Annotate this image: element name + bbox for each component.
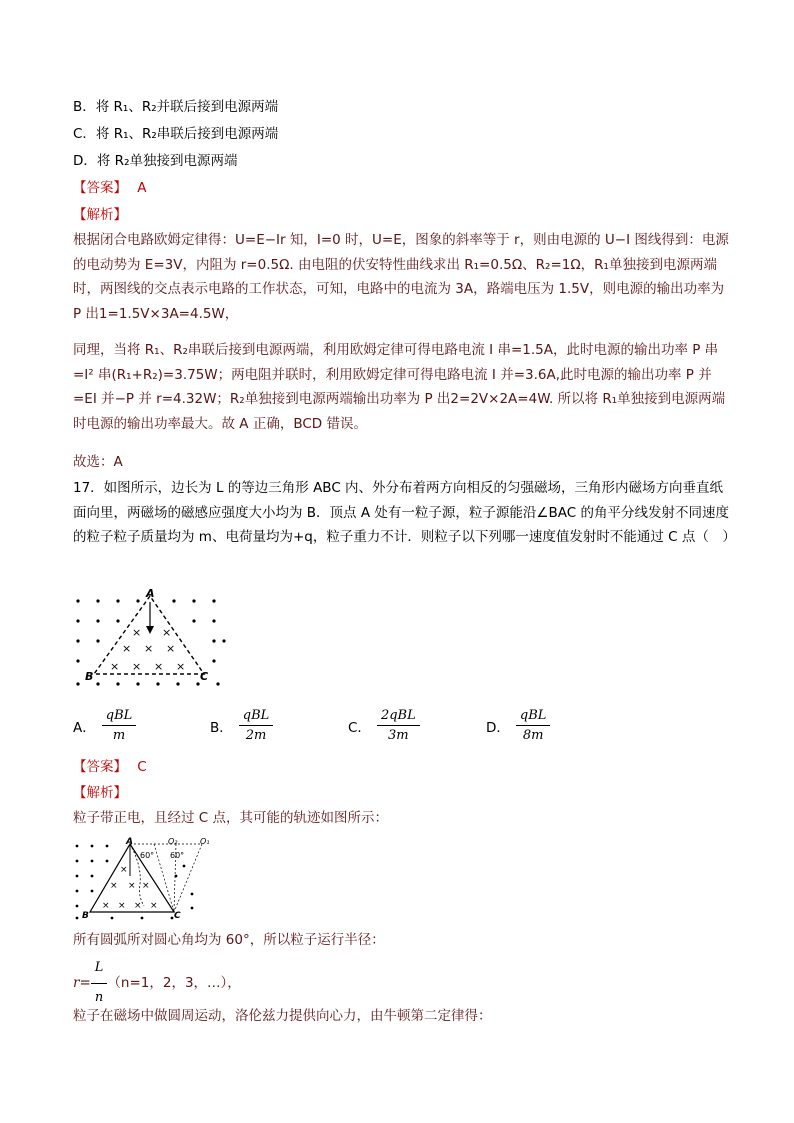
- svg-text:×: ×: [166, 642, 176, 655]
- vertex-b-label: B: [85, 670, 94, 683]
- answer-value: A: [137, 180, 147, 196]
- answer-value: C: [137, 759, 147, 775]
- analysis-label: 【解析】: [73, 207, 127, 223]
- analysis2-paragraph-1: 粒子带正电，且经过 C 点，其可能的轨迹如图所示：: [73, 810, 389, 826]
- svg-text:×: ×: [110, 660, 120, 673]
- option-b-prev: B．将 R₁、R₂并联后接到电源两端: [73, 99, 279, 115]
- svg-text:×: ×: [110, 881, 118, 891]
- option-b: B． $\frac{\text{qBL}}{2m}$: [210, 708, 273, 743]
- svg-text:×: ×: [128, 881, 136, 891]
- svg-text:×: ×: [132, 660, 142, 673]
- option-d-prev: D．将 R₂单独接到电源两端: [73, 153, 238, 169]
- vertex-c-label-2: C: [174, 911, 181, 920]
- vertex-c-label: C: [200, 670, 209, 683]
- svg-text:×: ×: [176, 660, 186, 673]
- svg-text:×: ×: [120, 865, 128, 875]
- inside-field-crosses: [110, 626, 185, 673]
- svg-text:×: ×: [162, 626, 172, 639]
- svg-text:×: ×: [102, 901, 110, 911]
- center-o1-label: O₁: [200, 837, 210, 846]
- option-d: D． $\frac{\text{qBL}}{8m}$: [486, 708, 550, 743]
- svg-text:×: ×: [142, 881, 150, 891]
- analysis2-paragraph-2: 所有圆弧所对圆心角均为 60°，所以粒子运行半径：: [73, 932, 385, 948]
- radius-formula: r= $\frac{L}{n}$ （n=1，2，3，…），: [73, 956, 241, 1010]
- option-c-prev: C．将 R₁、R₂串联后接到电源两端: [73, 126, 279, 142]
- svg-text:×: ×: [150, 901, 158, 911]
- analysis-paragraph-1: 根据闭合电路欧姆定律得：U=E−Ir 知，I=0 时，U=E，图象的斜率等于 r，则由电源的 U−I 图线得到：电源的电动势为 E=3V，内阻为 r=0.5Ω. 由电阻的伏安特性曲线求出 R₁=0.5Ω、R₂=1Ω，R₁单独接到电源两端时，两图线的交点表示电路的工作状态，可知，电路中的电流为 3A，路端电压为 1.5V，则电源的输出功率为 P 出1=1.5V×3A=4.5W，: [73, 232, 729, 322]
- svg-text:×: ×: [118, 901, 126, 911]
- answer-label: 【答案】: [73, 180, 127, 196]
- angle-label-1: 60°: [140, 851, 155, 860]
- analysis-label-2: 【解析】: [73, 785, 127, 801]
- analysis-conclusion: 故选：A: [73, 454, 123, 470]
- vertex-b-label-2: B: [82, 911, 89, 920]
- svg-text:×: ×: [144, 642, 154, 655]
- svg-text:×: ×: [132, 626, 142, 639]
- question-17-text: 17．如图所示，边长为 L 的等边三角形 ABC 内、外分布着两方向相反的匀强磁场，三角形内磁场方向垂直纸面向里，两磁场的磁感应强度大小均为 B．顶点 A 处有一粒子源，粒子源能沿∠BAC 的角平分线发射不同速度的粒子粒子质量均为 m、电荷量均为+q，粒子重力不计．则粒子以下列哪一速度值发射时不能通过 C 点（ ）: [73, 480, 736, 545]
- svg-text:×: ×: [134, 901, 142, 911]
- vertex-a-label: A: [146, 588, 155, 600]
- analysis2-paragraph-3: 粒子在磁场中做圆周运动，洛伦兹力提供向心力，由牛顿第二定律得：: [73, 1008, 492, 1024]
- svg-text:×: ×: [122, 642, 132, 655]
- angle-label-2: 60°: [170, 851, 185, 860]
- question-figure-triangle: [72, 588, 232, 688]
- answer-label: 【答案】: [73, 759, 127, 775]
- trajectory-figure: [72, 836, 212, 920]
- option-a: A． $\frac{\text{qBL}}{m}$: [73, 708, 136, 743]
- option-c: C． $\frac{\text{2qBL}}{3m}$: [348, 708, 420, 743]
- answer-2: [73, 755, 147, 775]
- answer-1: [73, 176, 147, 196]
- vertex-a-label-2: A: [126, 837, 133, 847]
- velocity-arrow: [146, 626, 154, 634]
- center-o2-label: O₂: [168, 837, 178, 846]
- analysis-paragraph-2: 同理，当将 R₁、R₂串联后接到电源两端，利用欧姆定律可得电路电流 I 串=1.5A，此时电源的输出功率 P 串=I² 串(R₁+R₂)=3.75W；两电阻并联时，利用欧姆定律可得电路电流 I 并=3.6A,此时电源的输出功率 P 并=EI 并−P 并 r=4.32W；R₂单独接到电源两端输出功率为 P 出2=2V×2A=4W. 所以将 R₁单独接到电源两端时电源的输出功率最大。故 A 正确，BCD 错误。: [73, 342, 726, 432]
- svg-text:×: ×: [154, 660, 164, 673]
